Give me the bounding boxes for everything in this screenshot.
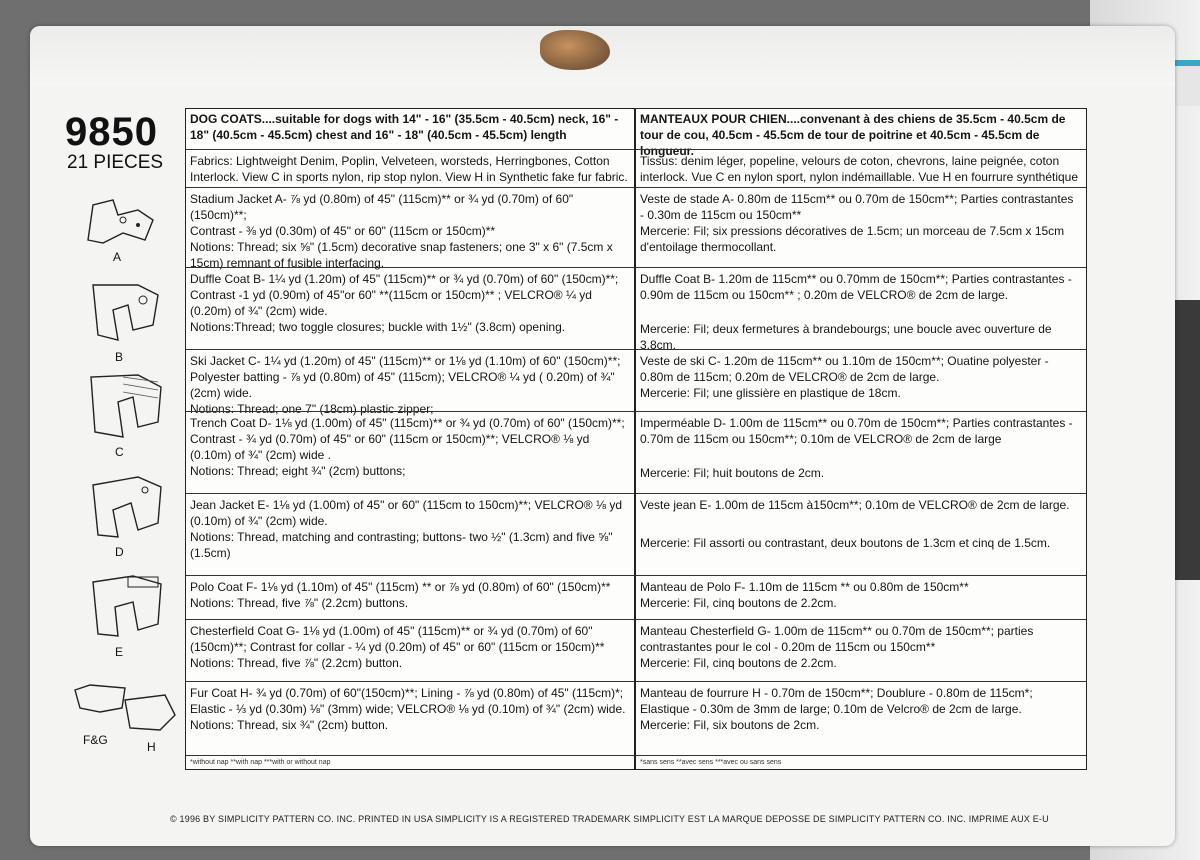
pieces-count: 21 PIECES bbox=[67, 152, 164, 173]
view-a-label: A bbox=[113, 250, 122, 264]
view-e-label: E bbox=[115, 645, 124, 659]
fr-e-line-1: Veste jean E- 1.00m de 115cm à150cm**; 0.10m de VELCRO® de 2cm de large. bbox=[640, 498, 1070, 512]
en-b-line-1: Duffle Coat B- 1¼ yd (1.20m) of 45" (115cm)** or ¾ yd (0.70m) of 60" (150cm)**; bbox=[190, 272, 619, 286]
en-footnote: *without nap **with nap ***with or without nap bbox=[190, 759, 331, 766]
view-e-sketch bbox=[83, 572, 168, 642]
en-section-b bbox=[190, 271, 628, 335]
fr-d-line-2: Mercerie: Fil; huit boutons de 2cm. bbox=[640, 466, 825, 480]
en-h-line-1: Fur Coat H- ¾ yd (0.70m) of 60"(150cm)**; Lining - ⅞ yd (0.80m) of 45" (115cm)*; bbox=[190, 686, 624, 700]
en-d-line-2: Contrast - ¾ yd (0.70m) of 45" or 60" (115cm or 150cm)**; VELCRO® ⅛ yd (0.10m) of ¾" (2cm) wide . bbox=[190, 432, 590, 462]
fr-b-line-2: Mercerie: Fil; deux fermetures à brandebourgs; une boucle avec ouverture de 3.8cm. bbox=[640, 322, 1052, 352]
en-section-d bbox=[190, 415, 628, 479]
en-c-line-3: Notions: Thread; one 7" (18cm) plastic zipper; bbox=[190, 402, 434, 416]
fr-sep-6 bbox=[636, 575, 1086, 576]
fr-section-h bbox=[640, 685, 1080, 733]
en-d-line-1: Trench Coat D- 1⅛ yd (1.00m) of 45" (115cm)** or ¾ yd (0.70m) of 60" (150cm)**; bbox=[190, 416, 625, 430]
english-column bbox=[186, 109, 636, 769]
en-fabrics: Fabrics: Lightweight Denim, Poplin, Velveteen, worsteds, Herringbones, Cotton Interlock. View C in sports nylon, rip stop nylon. View H in Synthetic fake fur fabric. bbox=[190, 154, 628, 184]
view-fg-label: F&G bbox=[83, 733, 108, 747]
french-column bbox=[636, 109, 1086, 769]
en-sep-0 bbox=[186, 149, 634, 150]
view-panel bbox=[55, 100, 185, 760]
copyright-footer: © 1996 BY SIMPLICITY PATTERN CO. INC. PRINTED IN USA SIMPLICITY IS A REGISTERED TRADEMARK SIMPLICITY EST LA MARQUE DEPOSSE DE SIMPLICITY PATTERN CO. INC. IMPRIME AUX E-U bbox=[170, 814, 1049, 824]
en-a-line-2: Contrast - ⅜ yd (0.30m) of 45" or 60" (115cm or 150cm)** bbox=[190, 224, 496, 238]
fr-b-line-1: Duffle Coat B- 1.20m de 115cm** ou 0.70mm de 150cm**; Parties contrastantes - 0.90m de 115cm ou 150cm** ; 0.20m de VELCRO® de 2cm de large. bbox=[640, 272, 1072, 302]
fr-sep-7 bbox=[636, 619, 1086, 620]
view-b-label: B bbox=[115, 350, 124, 364]
fr-sep-1 bbox=[636, 187, 1086, 188]
en-sep-7 bbox=[186, 619, 634, 620]
view-a-sketch bbox=[83, 195, 163, 250]
en-sep-3 bbox=[186, 349, 634, 350]
en-sep-2 bbox=[186, 267, 634, 268]
en-e-line-1: Jean Jacket E- 1⅛ yd (1.00m) of 45" or 60" (115cm to 150cm)**; VELCRO® ⅛ yd (0.10m) of ¾" (2cm) wide. bbox=[190, 498, 622, 528]
en-f-line-1: Polo Coat F- 1⅛ yd (1.10m) of 45" (115cm) ** or ⅞ yd (0.80m) of 60" (150cm)** bbox=[190, 580, 611, 594]
view-c-sketch bbox=[83, 372, 168, 442]
fr-sep-8 bbox=[636, 681, 1086, 682]
en-h-line-3: Notions: Thread, six ¾" (2cm) button. bbox=[190, 718, 389, 732]
en-sep-6 bbox=[186, 575, 634, 576]
view-d-label: D bbox=[115, 545, 124, 559]
view-c-label: C bbox=[115, 445, 124, 459]
fr-sep-5 bbox=[636, 493, 1086, 494]
en-section-c bbox=[190, 353, 628, 417]
fr-c-line-1: Veste de ski C- 1.20m de 115cm** ou 1.10m de 150cm**; Ouatine polyester - 0.80m de 115cm; 0.20m de VELCRO® de 2cm de large. bbox=[640, 354, 1049, 384]
fr-sep-0 bbox=[636, 149, 1086, 150]
en-a-line-3: Notions: Thread; six ⅝" (1.5cm) decorative snap fasteners; one 3" x 6" (7.5cm x 15cm) remnant of fusible interfacing. bbox=[190, 240, 613, 270]
en-sep-1 bbox=[186, 187, 634, 188]
fr-d-line-1: Imperméable D- 1.00m de 115cm** ou 0.70m de 150cm**; Parties contrastantes - 0.70m de 115cm ou 150cm**; 0.10m de VELCRO® de 2cm de large bbox=[640, 416, 1073, 446]
fr-f-line-2: Mercerie: Fil, cinq boutons de 2.2cm. bbox=[640, 596, 837, 610]
pattern-number: 9850 bbox=[65, 110, 158, 154]
fr-section-f bbox=[640, 579, 1080, 611]
fr-a-line-2: Mercerie: Fil; six pressions décoratives de 1.5cm; un morceau de 7.5cm x 15cm d'entoilage thermocollant. bbox=[640, 224, 1065, 254]
fr-f-line-1: Manteau de Polo F- 1.10m de 115cm ** ou 0.80m de 150cm** bbox=[640, 580, 969, 594]
fr-sep-2 bbox=[636, 267, 1086, 268]
en-section-g bbox=[190, 623, 628, 671]
fr-section-e bbox=[640, 497, 1080, 551]
en-sep-5 bbox=[186, 493, 634, 494]
en-f-line-2: Notions: Thread, five ⅞" (2.2cm) buttons. bbox=[190, 596, 409, 610]
en-b-line-3: Notions:Thread; two toggle closures; buckle with 1½" (3.8cm) opening. bbox=[190, 320, 566, 334]
fr-section-g bbox=[640, 623, 1080, 671]
fr-section-a bbox=[640, 191, 1080, 255]
fr-fabrics: Tissus: denim léger, popeline, velours de coton, chevrons, laine peignée, coton interlock. Vue C en nylon sport, nylon indémaillable. Vue H en fourrure synthétique bbox=[640, 154, 1079, 184]
fr-h-line-2: Mercerie: Fil, six boutons de 2cm. bbox=[640, 718, 820, 732]
fr-g-line-2: Mercerie: Fil, cinq boutons de 2.2cm. bbox=[640, 656, 837, 670]
en-c-line-1: Ski Jacket C- 1¼ yd (1.20m) of 45" (115cm)** or 1⅛ yd (1.10m) of 60" (150cm)**; bbox=[190, 354, 621, 368]
view-fgh-sketch bbox=[70, 680, 180, 735]
fr-header: MANTEAUX POUR CHIEN....convenant à des chiens de 35.5cm - 40.5cm de tour de cou, 40.5cm - 45.5cm de tour de poitrine et 40.5cm - 45.5cm de longueur. bbox=[640, 112, 1066, 158]
en-d-line-3: Notions: Thread; eight ¾" (2cm) buttons; bbox=[190, 464, 406, 478]
fr-section-b bbox=[640, 271, 1080, 353]
fr-c-line-2: Mercerie: Fil; une glissière en plastique de 18cm. bbox=[640, 386, 901, 400]
en-section-f bbox=[190, 579, 628, 611]
en-c-line-2: Polyester batting - ⅞ yd (0.80m) of 45" (115cm); VELCRO® ¼ yd ( 0.20m) of ¾" (2cm) wide. bbox=[190, 370, 615, 400]
en-section-e bbox=[190, 497, 628, 561]
fr-sep-3 bbox=[636, 349, 1086, 350]
en-section-a bbox=[190, 191, 628, 271]
peeking-photo bbox=[540, 30, 610, 70]
en-g-line-1: Chesterfield Coat G- 1⅛ yd (1.00m) of 45" (115cm)** or ¾ yd (0.70m) of 60" (150cm)**; Contrast for collar - ¼ yd (0.20m) of 45" or 60" (115cm or 150cm)** bbox=[190, 624, 605, 654]
view-b-sketch bbox=[83, 280, 168, 345]
en-a-line-1: Stadium Jacket A- ⅞ yd (0.80m) of 45" (115cm)** or ¾ yd (0.70m) of 60" (150cm)**; bbox=[190, 192, 574, 222]
fr-section-c bbox=[640, 353, 1080, 401]
view-h-label: H bbox=[147, 740, 156, 754]
fr-section-d bbox=[640, 415, 1080, 481]
en-h-line-2: Elastic - ⅓ yd (0.30m) ⅛" (3mm) wide; VELCRO® ⅛ yd (0.10m) of ¾" (2cm) wide. bbox=[190, 702, 626, 716]
en-header: DOG COATS....suitable for dogs with 14" - 16" (35.5cm - 40.5cm) neck, 16" - 18" (40.5cm - 45.5cm) chest and 16" - 18" (40.5cm - 45.5cm) length bbox=[190, 112, 619, 142]
en-g-line-2: Notions: Thread, five ⅞" (2.2cm) button. bbox=[190, 656, 403, 670]
en-sep-9 bbox=[186, 755, 634, 756]
fr-sep-4 bbox=[636, 411, 1086, 412]
en-sep-8 bbox=[186, 681, 634, 682]
en-sep-4 bbox=[186, 411, 634, 412]
view-d-sketch bbox=[83, 475, 168, 545]
fr-e-line-2: Mercerie: Fil assorti ou contrastant, deux boutons de 1.3cm et cinq de 1.5cm. bbox=[640, 536, 1051, 550]
en-section-h bbox=[190, 685, 628, 733]
fr-a-line-1: Veste de stade A- 0.80m de 115cm** ou 0.70m de 150cm**; Parties contrastantes - 0.30m de 115cm ou 150cm** bbox=[640, 192, 1074, 222]
fr-footnote: *sans sens **avec sens ***avec ou sans sens bbox=[640, 759, 782, 766]
en-b-line-2: Contrast -1 yd (0.90m) of 45"or 60" **(115cm or 150cm)** ; VELCRO® ¼ yd (0.20m) of ¾" (2cm) wide. bbox=[190, 288, 592, 318]
en-e-line-2: Notions: Thread, matching and contrasting; buttons- two ½" (1.3cm) and five ⅝" (1.5cm) bbox=[190, 530, 613, 560]
fr-h-line-1: Manteau de fourrure H - 0.70m de 150cm**; Doublure - 0.80m de 115cm*; Elastique - 0.30m de 3mm de large; 0.10m de Velcro® de 2cm de large. bbox=[640, 686, 1033, 716]
instruction-table bbox=[185, 108, 1087, 770]
fr-sep-9 bbox=[636, 755, 1086, 756]
fr-g-line-1: Manteau Chesterfield G- 1.00m de 115cm** ou 0.70m de 150cm**; parties contrastantes pour le col - 0.20m de 115cm ou 150cm** bbox=[640, 624, 1034, 654]
